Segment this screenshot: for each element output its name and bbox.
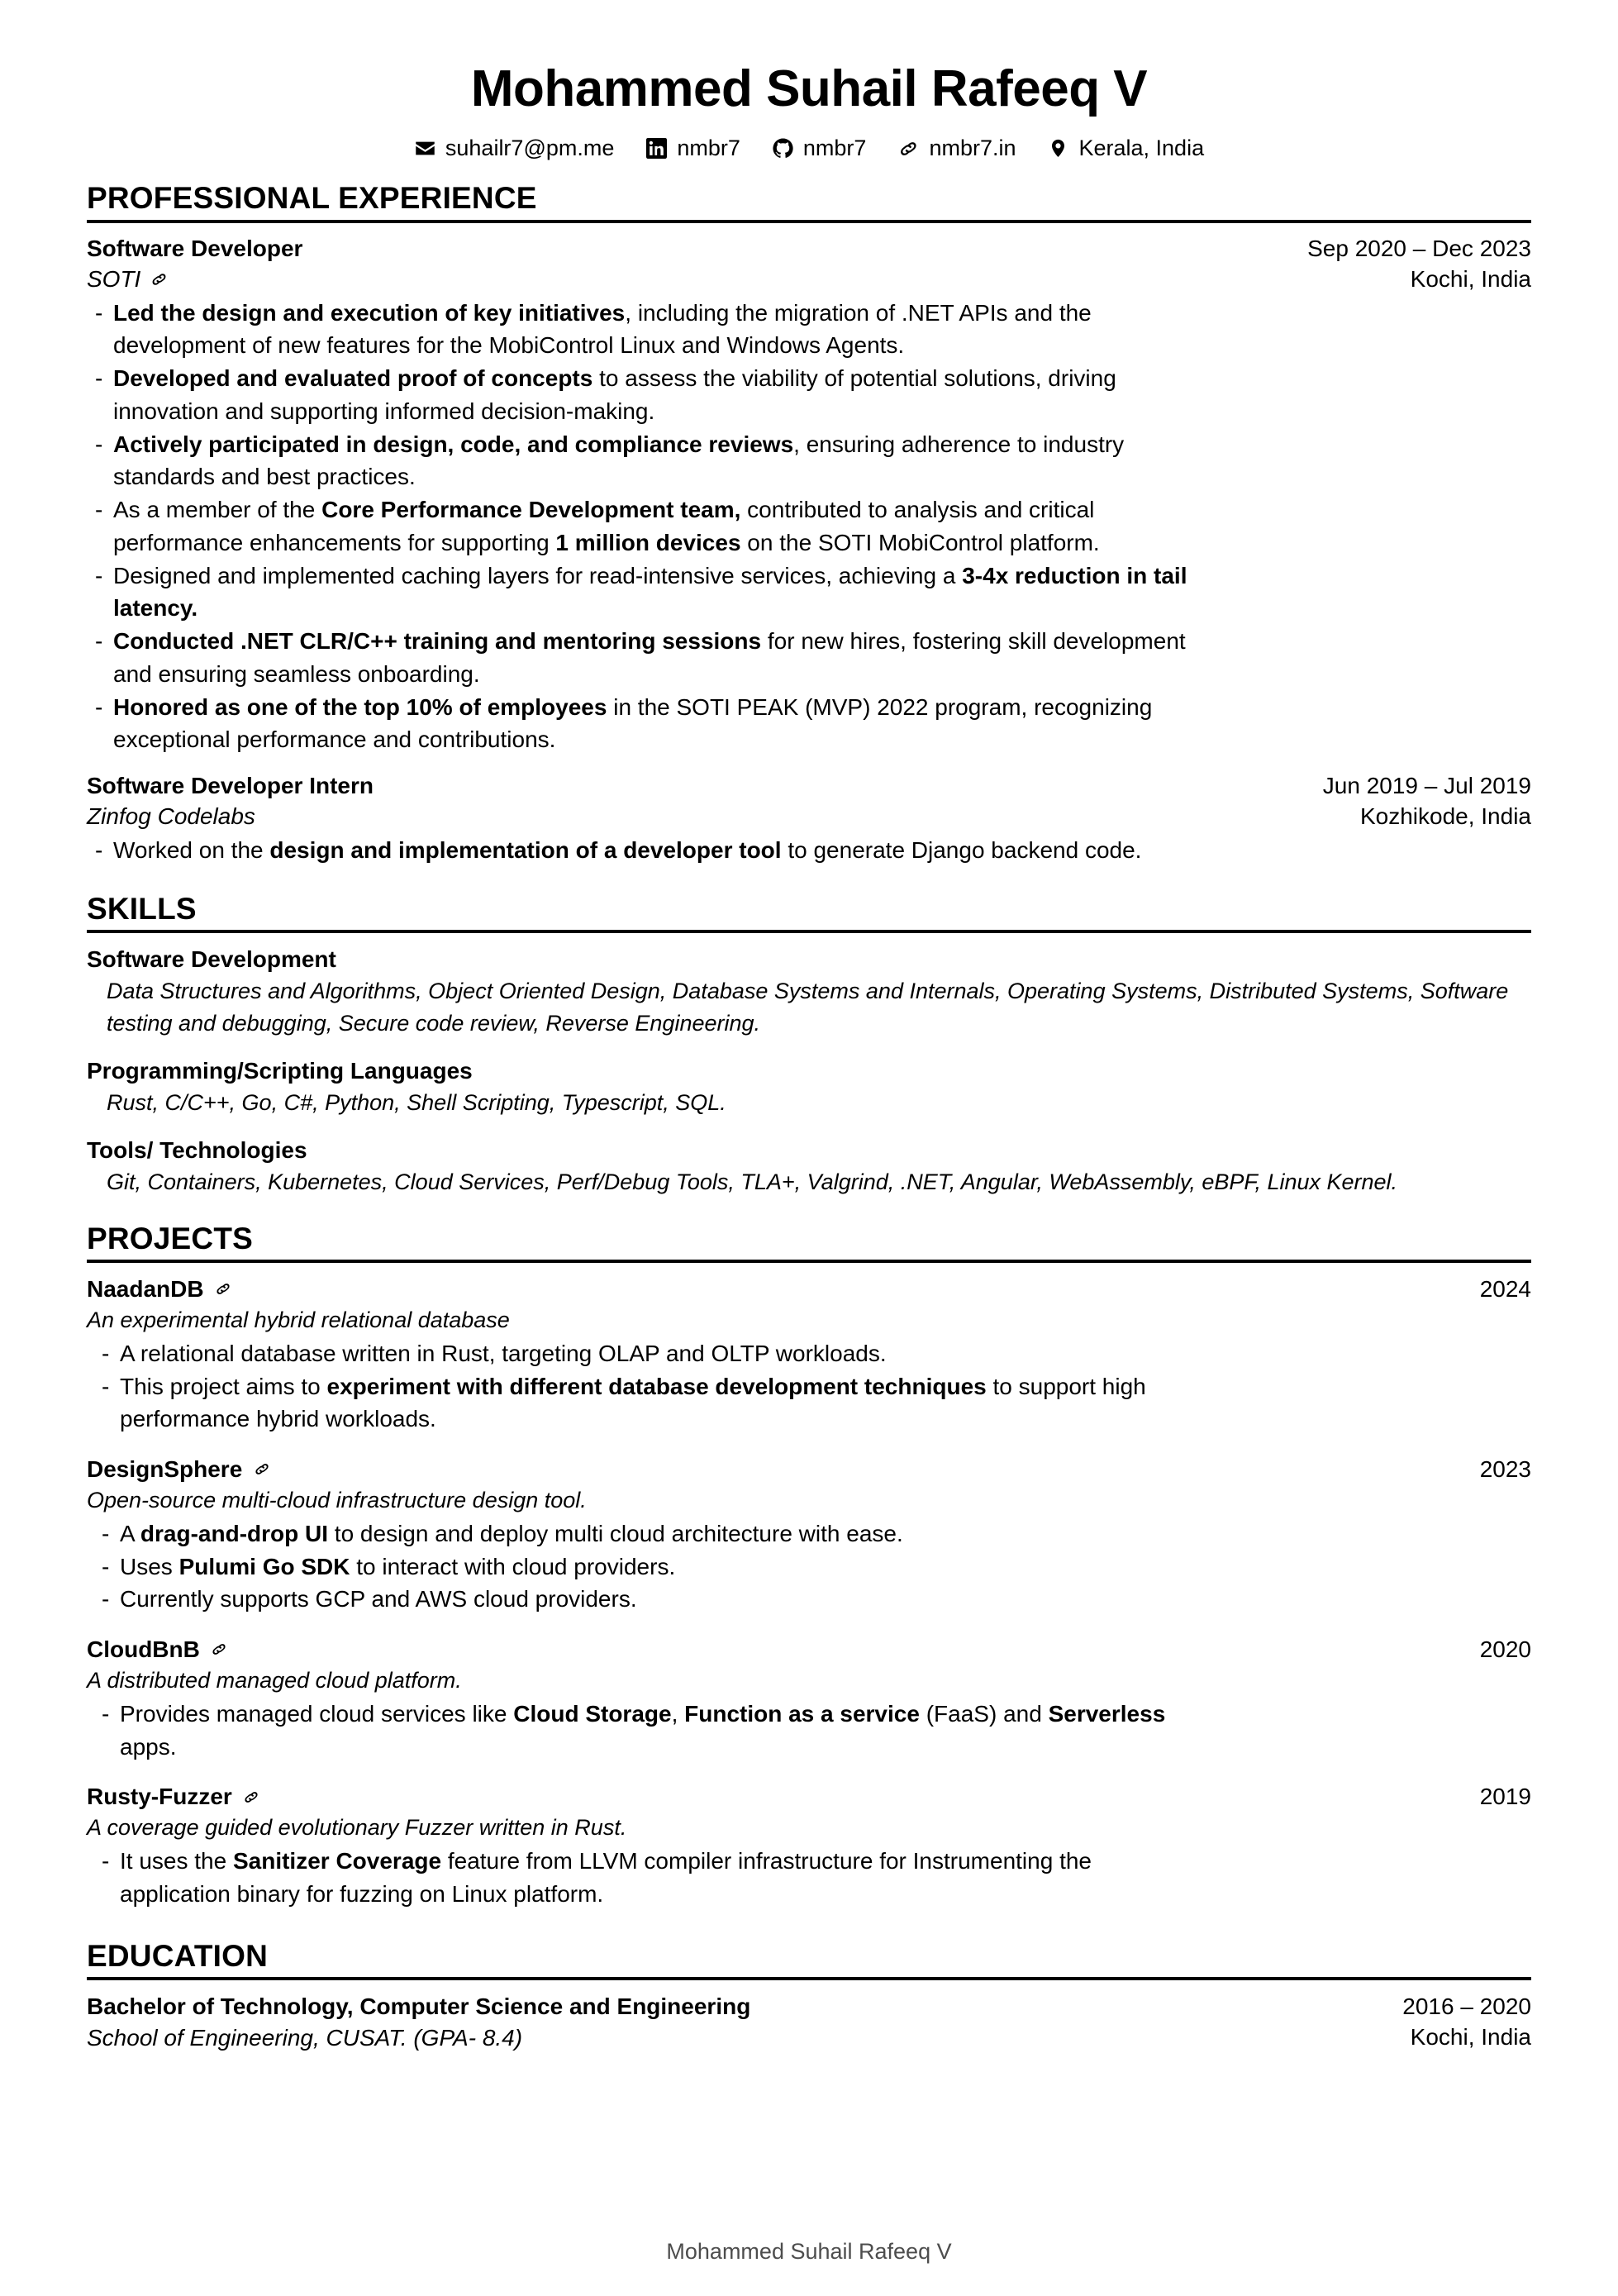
contact-linkedin-label: nmbr7 [677,136,740,161]
project-description: A coverage guided evolutionary Fuzzer written in Rust. [87,1814,627,1840]
job-title: Software Developer Intern [87,773,374,799]
bullet-item: - Provides managed cloud services like Cloud Storage, Function as a service (FaaS) and Serverless apps. [87,1698,1202,1764]
section-title-skills: SKILLS [87,891,197,926]
skill-category-name: Programming/Scripting Languages [87,1057,473,1084]
education-location: Kochi, India [1410,2024,1531,2051]
skill-category-items: Git, Containers, Kubernetes, Cloud Services, Perf/Debug Tools, TLA+, Valgrind, .NET, Angular, WebAssembly, eBPF, Linux Kernel. [107,1169,1398,1195]
location-pin-icon [1047,137,1069,160]
job-location: Kozhikode, India [1359,803,1531,829]
project-entry [87,1274,1531,1436]
company-name: Zinfog Codelabs [87,803,255,829]
section-divider [87,1977,1531,1980]
education-entry-header [87,1991,1531,2053]
job-date: Jun 2019 – Jul 2019 [1322,773,1531,799]
project-name: DesignSphere [87,1456,243,1483]
bullet-item: - Designed and implemented caching layers for read-intensive services, achieving a 3-4x reduction in tail latency. [87,560,1202,626]
section-title-projects: PROJECTS [87,1221,254,1255]
contact-website[interactable] [897,136,1016,161]
contact-row [87,136,1531,161]
project-name: NaadanDB [87,1276,204,1303]
section-divider [87,220,1531,223]
skill-category-items: Rust, C/C++, Go, C#, Python, Shell Scripting, Typescript, SQL. [107,1089,726,1115]
company-row [87,802,374,832]
project-header [87,1274,1531,1305]
section-experience [87,181,1531,867]
project-header [87,1634,1531,1665]
contact-location-label: Kerala, India [1078,136,1205,161]
bullet-item: - A drag-and-drop UI to design and deploy multi cloud architecture with ease. [87,1517,1202,1551]
project-description: A distributed managed cloud platform. [87,1667,462,1693]
skill-group [87,1135,1531,1198]
link-icon[interactable] [215,1280,233,1298]
project-name-row [87,1781,261,1813]
skill-group [87,944,1531,1039]
education-date: 2016 – 2020 [1402,1994,1531,2020]
link-icon [897,137,920,160]
bullet-item: - As a member of the Core Performance Development team, contributed to analysis and critical performance enhancements for supporting 1 million devices on the SOTI MobiControl platform. [87,493,1202,560]
company-row [87,264,302,295]
envelope-icon [414,137,436,160]
skill-category-name: Software Development [87,946,336,973]
linkedin-icon [645,137,668,160]
project-name: Rusty-Fuzzer [87,1784,232,1810]
job-date: Sep 2020 – Dec 2023 [1307,235,1531,261]
degree-name: Bachelor of Technology, Computer Science and Engineering [87,1994,751,2020]
project-header [87,1781,1531,1813]
link-icon[interactable] [211,1641,229,1659]
contact-linkedin[interactable] [645,136,740,161]
section-skills [87,892,1531,1198]
contact-email[interactable] [414,136,614,161]
section-education [87,1939,1531,2053]
project-name: CloudBnB [87,1636,200,1663]
bullet-item: - Currently supports GCP and AWS cloud providers. [87,1583,1202,1616]
skill-category-items: Data Structures and Algorithms, Object Oriented Design, Database Systems and Internals, Operating Systems, Distributed Systems, Software testing and debugging, Secure code review, Reverse Engineering. [107,979,1509,1036]
bullet-item: - Conducted .NET CLR/C++ training and mentoring sessions for new hires, fostering skill development and ensuring seamless onboarding. [87,625,1202,691]
experience-entry-header [87,234,1531,295]
link-icon[interactable] [253,1460,271,1479]
project-entry [87,1634,1531,1763]
project-header [87,1454,1531,1485]
bullet-item: - Honored as one of the top 10% of employees in the SOTI PEAK (MVP) 2022 program, recognizing exceptional performance and contributions. [87,691,1202,757]
project-year: 2019 [1479,1784,1531,1810]
project-year: 2024 [1479,1276,1531,1303]
project-name-row [87,1634,229,1665]
project-description: Open-source multi-cloud infrastructure design tool. [87,1487,587,1512]
project-name-row [87,1454,271,1485]
project-bullet-list [87,1517,1531,1616]
contact-github-label: nmbr7 [802,136,867,161]
job-title: Software Developer [87,235,303,261]
education-entry [87,1991,1531,2053]
project-bullet-list [87,1845,1531,1911]
bullet-item: - Developed and evaluated proof of concepts to assess the viability of potential solutions, driving innovation and supporting informed decision-making. [87,362,1202,428]
bullet-item: - It uses the Sanitizer Coverage feature from LLVM compiler infrastructure for Instrumenting the application binary for fuzzing on Linux platform. [87,1845,1202,1911]
experience-entry [87,771,1531,867]
section-title-education: EDUCATION [87,1938,268,1973]
company-name: SOTI [87,265,141,292]
bullet-item: - Worked on the design and implementation of a developer tool to generate Django backend code. [87,834,1202,867]
job-location: Kochi, India [1410,265,1531,292]
bullet-item: - This project aims to experiment with different database development techniques to support high performance hybrid workloads. [87,1370,1202,1436]
experience-entry [87,234,1531,756]
page-footer: Mohammed Suhail Rafeeq V [666,2239,952,2264]
job-bullet-list [87,297,1531,757]
bullet-item: - Actively participated in design, code, and compliance reviews, ensuring adherence to industry standards and best practices. [87,428,1202,494]
bullet-item: - A relational database written in Rust, targeting OLAP and OLTP workloads. [87,1337,1202,1370]
project-entry [87,1454,1531,1616]
project-year: 2020 [1479,1636,1531,1663]
job-bullet-list [87,834,1531,867]
project-bullet-list [87,1337,1531,1436]
section-projects [87,1222,1531,1911]
page-title: Mohammed Suhail Rafeeq V [470,60,1148,117]
github-icon [772,137,794,160]
bullet-item: - Uses Pulumi Go SDK to interact with cloud providers. [87,1551,1202,1584]
skill-group [87,1055,1531,1118]
bullet-item: - Led the design and execution of key initiatives, including the migration of .NET APIs and the development of new features for the MobiControl Linux and Windows Agents. [87,297,1202,363]
skill-category-name: Tools/ Technologies [87,1137,307,1164]
experience-entry-header [87,771,1531,832]
section-title-experience: PROFESSIONAL EXPERIENCE [87,181,537,216]
link-icon[interactable] [243,1788,261,1806]
contact-email-label: suhailr7@pm.me [445,136,615,161]
project-year: 2023 [1479,1456,1531,1483]
school-name: School of Engineering, CUSAT. (GPA- 8.4) [87,2024,523,2051]
project-name-row [87,1274,233,1305]
section-divider [87,930,1531,933]
section-divider [87,1260,1531,1263]
project-entry [87,1781,1531,1910]
contact-github[interactable] [772,136,867,161]
link-icon[interactable] [150,270,169,288]
project-bullet-list [87,1698,1531,1764]
contact-website-label: nmbr7.in [929,136,1016,161]
project-description: An experimental hybrid relational database [87,1307,510,1332]
contact-location [1047,136,1204,161]
